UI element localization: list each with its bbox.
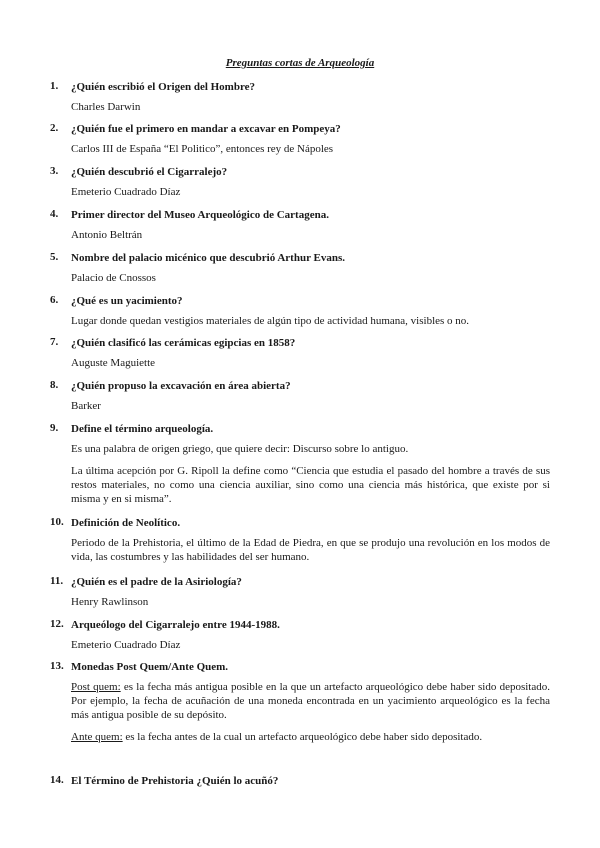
question-11	[50, 575, 550, 609]
answer-text: Lugar donde quedan vestigios materiales de algún tipo de actividad humana, visibles o no.	[71, 315, 470, 327]
question-text: ¿Quién descubrió el Cigarralejo?	[71, 166, 228, 178]
document-title: Preguntas cortas de Arqueología	[225, 57, 375, 69]
question-text: ¿Quién escribió el Origen del Hombre?	[71, 81, 256, 93]
answer-text: Auguste Maguiette	[71, 357, 156, 369]
answer-text: Antonio Beltrán	[71, 229, 143, 241]
question-text: Arqueólogo del Cigarralejo entre 1944-1988.	[71, 619, 280, 631]
answer-text	[71, 680, 550, 722]
answer-text: Emeterio Cuadrado Díaz	[71, 186, 181, 198]
question-7	[50, 336, 550, 370]
term-label: Ante quem:	[71, 731, 123, 743]
answer-text: Charles Darwin	[71, 101, 141, 113]
question-12	[50, 618, 550, 652]
question-text: ¿Quién es el padre de la Asiriología?	[71, 576, 242, 588]
question-text: ¿Qué es un yacimiento?	[71, 295, 183, 307]
question-text: Definición de Neolítico.	[71, 517, 181, 529]
answer-text	[71, 730, 550, 744]
question-text: ¿Quién propuso la excavación en área abierta?	[71, 380, 291, 392]
definition-text: es la fecha más antigua posible en la que un artefacto arqueológico debe haber sido depositado. Por ejemplo, la fecha de acuñación de una moneda encontrada en un yacimiento arqueológico es la fecha más antigua posible de su depósito.	[71, 681, 550, 721]
question-number: 14.	[50, 774, 64, 786]
question-5	[50, 251, 550, 285]
question-text: Monedas Post Quem/Ante Quem.	[71, 661, 229, 673]
question-number: 12.	[50, 618, 64, 630]
question-text: Primer director del Museo Arqueológico de Cartagena.	[71, 209, 329, 221]
question-number: 1.	[50, 80, 59, 92]
question-text: El Término de Prehistoria ¿Quién lo acuñó?	[71, 775, 279, 787]
answer-text: Palacio de Cnossos	[71, 272, 156, 284]
question-4	[50, 208, 550, 242]
question-number: 2.	[50, 122, 59, 134]
definition-text: es la fecha antes de la cual un artefacto arqueológico debe haber sido depositado.	[122, 731, 483, 743]
question-number: 9.	[50, 422, 59, 434]
question-8	[50, 379, 550, 413]
question-6	[50, 294, 550, 328]
question-10	[50, 516, 550, 564]
question-9	[50, 422, 550, 506]
question-number: 7.	[50, 336, 59, 348]
question-number: 5.	[50, 251, 59, 263]
answer-text: Emeterio Cuadrado Díaz	[71, 639, 181, 651]
question-text: Nombre del palacio micénico que descubrió Arthur Evans.	[71, 252, 345, 264]
answer-text: Barker	[71, 400, 101, 412]
answer-text: Es una palabra de origen griego, que quiere decir: Discurso sobre lo antiguo.	[71, 443, 409, 455]
question-2	[50, 122, 550, 156]
answer-text: La última acepción por G. Ripoll la define como “Ciencia que estudia el pasado del hombre a través de sus restos materiales, no como una ciencia auxiliar, sino como una ciencia más histórica, que existe por si misma y en si misma”.	[71, 465, 550, 505]
question-number: 10.	[50, 516, 64, 528]
question-1	[50, 80, 550, 114]
question-number: 8.	[50, 379, 59, 391]
question-number: 11.	[50, 575, 64, 587]
answer-text: Carlos III de España “El Politico”, entonces rey de Nápoles	[71, 143, 334, 155]
question-number: 6.	[50, 294, 59, 306]
question-text: ¿Quién fue el primero en mandar a excavar en Pompeya?	[71, 123, 341, 135]
question-number: 3.	[50, 165, 59, 177]
answer-text: Henry Rawlinson	[71, 596, 149, 608]
question-14	[50, 774, 550, 788]
question-13	[50, 660, 550, 744]
question-text: Define el término arqueología.	[71, 423, 214, 435]
term-label: Post quem:	[71, 681, 121, 693]
question-number: 13.	[50, 660, 64, 672]
question-3	[50, 165, 550, 199]
question-number: 4.	[50, 208, 59, 220]
question-text: ¿Quién clasificó las cerámicas egipcias en 1858?	[71, 337, 296, 349]
answer-text: Periodo de la Prehistoria, el último de la Edad de Piedra, en que se produjo una revolución en los modos de vida, las costumbres y las habilidades del ser humano.	[71, 537, 550, 563]
